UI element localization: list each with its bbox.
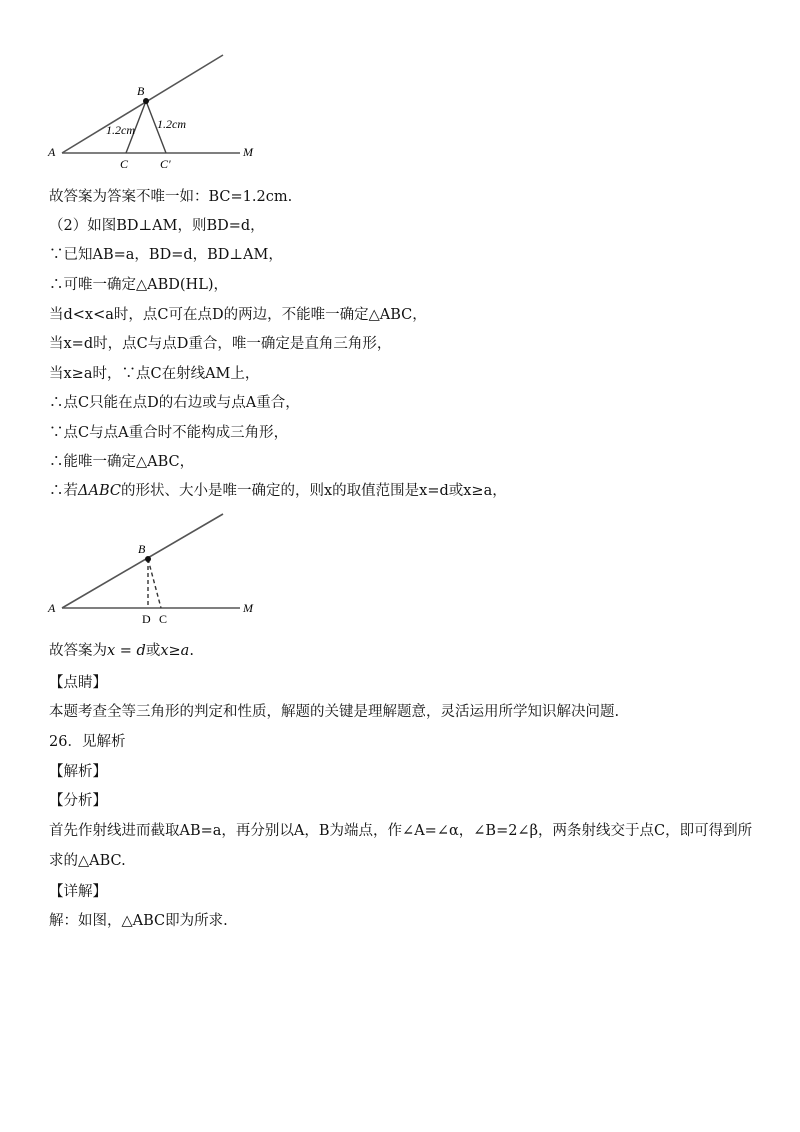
range-triangle: ΔABC: [78, 483, 121, 499]
label-c: C: [159, 612, 168, 626]
label-b: B: [138, 542, 146, 556]
text-line-7: 当x≥a时，∵点C在射线AM上，: [49, 366, 260, 382]
text-line-5: 当d<x<a时，点C可在点D的两边，不能唯一确定△ABC，: [49, 307, 427, 323]
answer-end: .: [189, 643, 194, 659]
text-line-10: ∴能唯一确定△ABC，: [49, 454, 195, 470]
answer-expr-2: x≥a: [160, 643, 190, 659]
text-line-2: （2）如图BD⊥AM，则BD=d，: [49, 218, 265, 234]
answer-line: [49, 641, 194, 661]
range-prefix: ∴若: [49, 483, 78, 499]
text-line-1: 故答案为答案不唯一如：BC=1.2cm.: [49, 189, 293, 205]
figure-perpendicular-bd: [40, 508, 270, 628]
point-b: [145, 556, 151, 562]
answer-prefix: 故答案为: [49, 643, 107, 659]
text-line-4: ∴可唯一确定△ABD(HL)，: [49, 277, 228, 293]
label-c: C: [120, 157, 129, 171]
text-line-range: [49, 481, 507, 501]
section-dianjing: 【点睛】: [49, 675, 107, 691]
length-label-left: 1.2cm: [106, 123, 135, 137]
section-xiangjie: 【详解】: [49, 884, 107, 900]
label-b: B: [137, 84, 145, 98]
point-b: [143, 98, 149, 104]
text-line-9: ∵点C与点A重合时不能构成三角形，: [49, 425, 289, 441]
answer-mid: 或: [145, 643, 161, 659]
section-fenxi: 【分析】: [49, 793, 107, 809]
text-line-8: ∴点C只能在点D的右边或与点A重合，: [49, 395, 300, 411]
text-line-3: ∵已知AB=a，BD=d，BD⊥AM，: [49, 247, 283, 263]
analysis-paragraph: 首先作射线进而截取AB=a，再分别以A，B为端点，作∠A=∠α，∠B=2∠β，两条射线交于点C，即可得到所求的△ABC.: [49, 823, 753, 869]
label-m: M: [243, 145, 253, 159]
question-26: 26．见解析: [49, 734, 126, 750]
label-a: A: [48, 601, 56, 615]
label-a: A: [48, 145, 56, 159]
text-line-6: 当x=d时，点C与点D重合，唯一确定是直角三角形，: [49, 336, 392, 352]
figure-triangle-two-solutions: [40, 50, 270, 175]
range-suffix: 的形状、大小是唯一确定的，则x的取值范围是x=d或x≥a，: [120, 483, 507, 499]
text-summary: 本题考查全等三角形的判定和性质，解题的关键是理解题意，灵活运用所学知识解决问题.: [49, 704, 620, 720]
section-jiexi: 【解析】: [49, 764, 107, 780]
answer-expr-1: x = d: [107, 643, 146, 659]
length-label-right: 1.2cm: [157, 117, 186, 131]
label-m: M: [243, 601, 253, 615]
label-d: D: [142, 612, 151, 626]
solution-line: 解：如图，△ABC即为所求.: [49, 913, 228, 929]
label-c-prime: C': [160, 157, 171, 171]
